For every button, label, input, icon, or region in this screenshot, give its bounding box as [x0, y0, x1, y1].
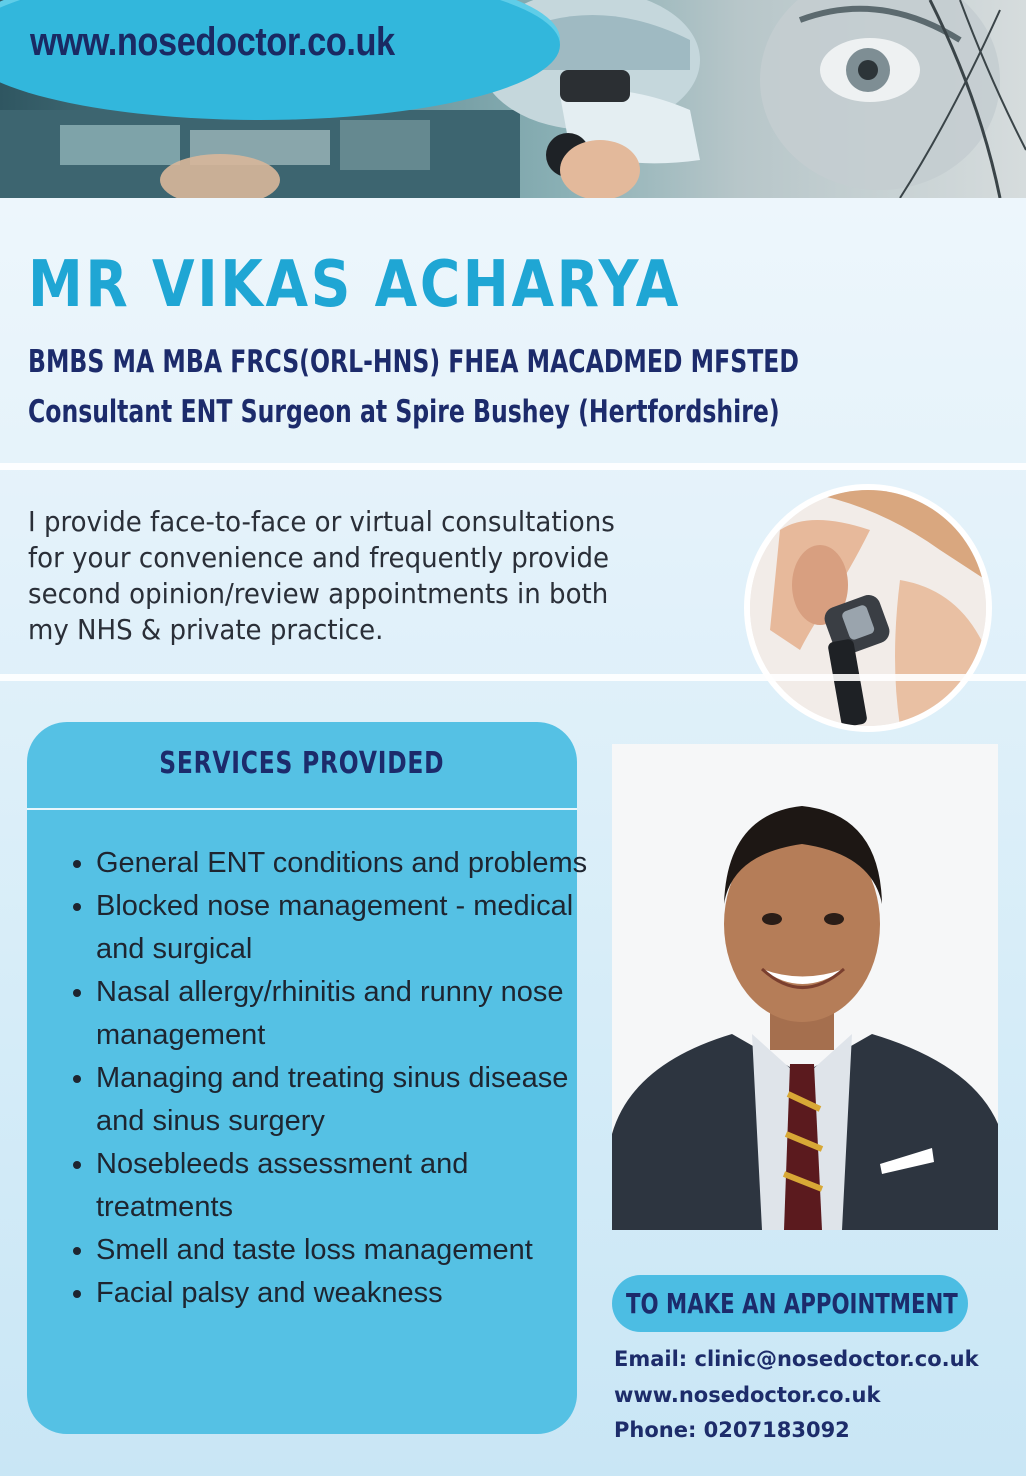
services-rule: [27, 808, 577, 810]
intro-paragraph: I provide face-to-face or virtual consultations for your convenience and frequently provide second opinion/review appointments in both my NHS & private practice.: [28, 505, 615, 646]
list-item: • General ENT conditions and problems: [96, 842, 596, 885]
list-item: • Nosebleeds assessment and treatments: [96, 1143, 596, 1229]
doctor-name: MR VIKAS ACHARYA: [28, 248, 681, 322]
header-banner: [0, 0, 1026, 198]
list-item: • Nasal allergy/rhinitis and runny nose management: [96, 971, 596, 1057]
list-item: • Smell and taste loss management: [96, 1229, 596, 1272]
email-link[interactable]: Email: clinic@nosedoctor.co.uk: [614, 1347, 979, 1371]
make-appointment-button[interactable]: [612, 1275, 968, 1332]
services-heading: SERVICES PROVIDED: [159, 746, 445, 781]
list-item: • Facial palsy and weakness: [96, 1272, 596, 1315]
doctor-portrait: [612, 744, 998, 1230]
banner-url[interactable]: www.nosedoctor.co.uk: [30, 20, 395, 64]
section-divider: [0, 674, 1026, 681]
otoscope-photo: [744, 484, 992, 732]
list-item: • Blocked nose management - medical and surgical: [96, 885, 596, 971]
job-title: Consultant ENT Surgeon at Spire Bushey (Hertfordshire): [28, 394, 780, 430]
list-item: • Managing and treating sinus disease and sinus surgery: [96, 1057, 596, 1143]
website-link[interactable]: www.nosedoctor.co.uk: [614, 1383, 881, 1407]
services-list: [60, 842, 596, 1315]
phone-link[interactable]: Phone: 0207183092: [614, 1418, 850, 1442]
qualifications: BMBS MA MBA FRCS(ORL-HNS) FHEA MACADMED MFSTED: [28, 344, 799, 380]
section-divider: [0, 463, 1026, 470]
appointment-heading: TO MAKE AN APPOINTMENT: [626, 1287, 958, 1320]
